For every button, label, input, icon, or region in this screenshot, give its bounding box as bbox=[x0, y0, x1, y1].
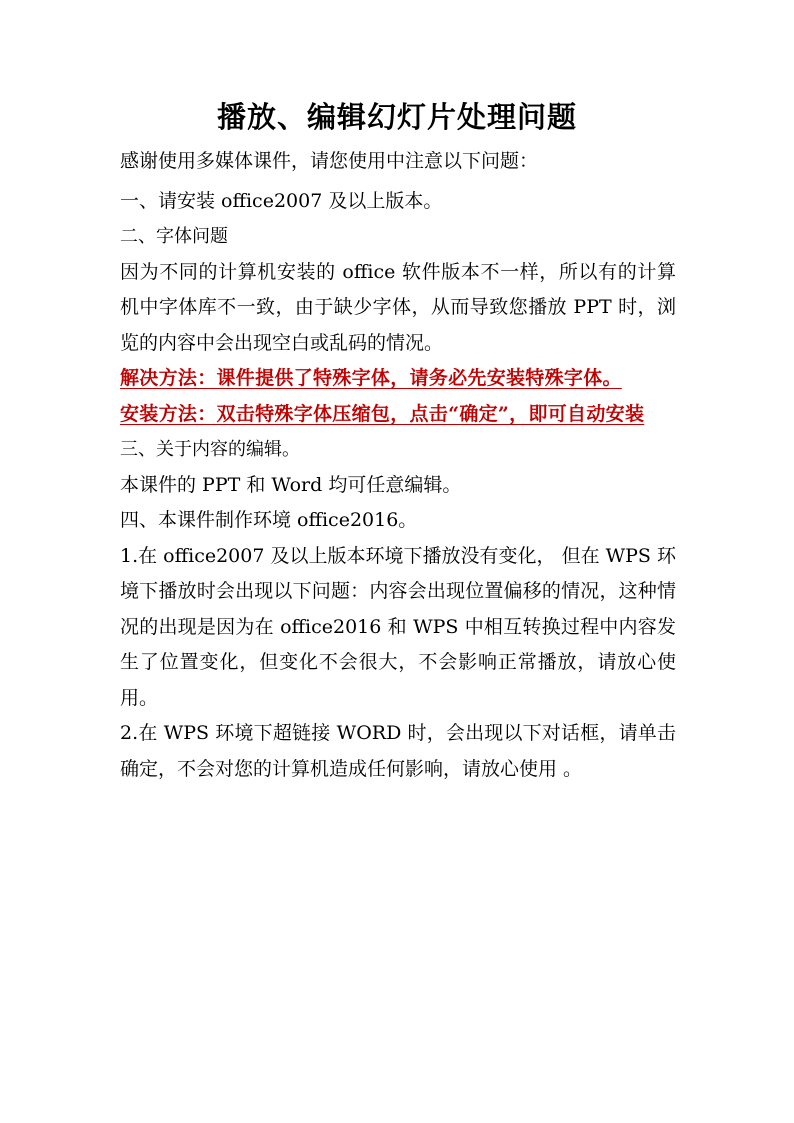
section-3-text: 本课件的 PPT 和 Word 均可任意编辑。 bbox=[120, 473, 462, 496]
section-2-text: 因为不同的计算机安装的 office 软件版本不一样，所以有的计算机中字体库不一致，由于缺少字体，从而导致您播放 PPT 时，浏览的内容中会出现空白或乱码的情况。 bbox=[120, 260, 676, 354]
section-4-item-1: 1.在 office2007 及以上版本环境下播放没有变化， 但在 WPS 环境下播放时会出现以下问题：内容会出现位置偏移的情况，这种情况的出现是因为在 office2016 和 WPS 中相互转换过程中内容发生了位置变化，但变化不会很大，不会影响正常播放，请放心使用。 bbox=[120, 544, 676, 709]
install-instructions: 安装方法：双击特殊字体压缩包，点击“确定”，即可自动安装 bbox=[120, 402, 645, 425]
section-2-heading: 二、字体问题 bbox=[120, 226, 228, 247]
section-3-heading: 三、关于内容的编辑。 bbox=[120, 439, 300, 460]
section-4-item-2: 2.在 WPS 环境下超链接 WORD 时，会出现以下对话框，请单击确定，不会对您的计算机造成任何影响，请放心使用 。 bbox=[120, 722, 676, 780]
section-4-heading: 四、本课件制作环境 office2016。 bbox=[120, 509, 418, 531]
solution-text: 解决方法：课件提供了特殊字体，请务必先安装特殊字体。 bbox=[120, 367, 622, 389]
document-body bbox=[120, 144, 676, 787]
section-1-text: 一、请安装 office2007 及以上版本。 bbox=[120, 189, 443, 212]
document-title: 播放、编辑幻灯片处理问题 bbox=[216, 100, 577, 134]
intro-text: 感谢使用多媒体课件，请您使用中注意以下问题： bbox=[120, 150, 539, 172]
